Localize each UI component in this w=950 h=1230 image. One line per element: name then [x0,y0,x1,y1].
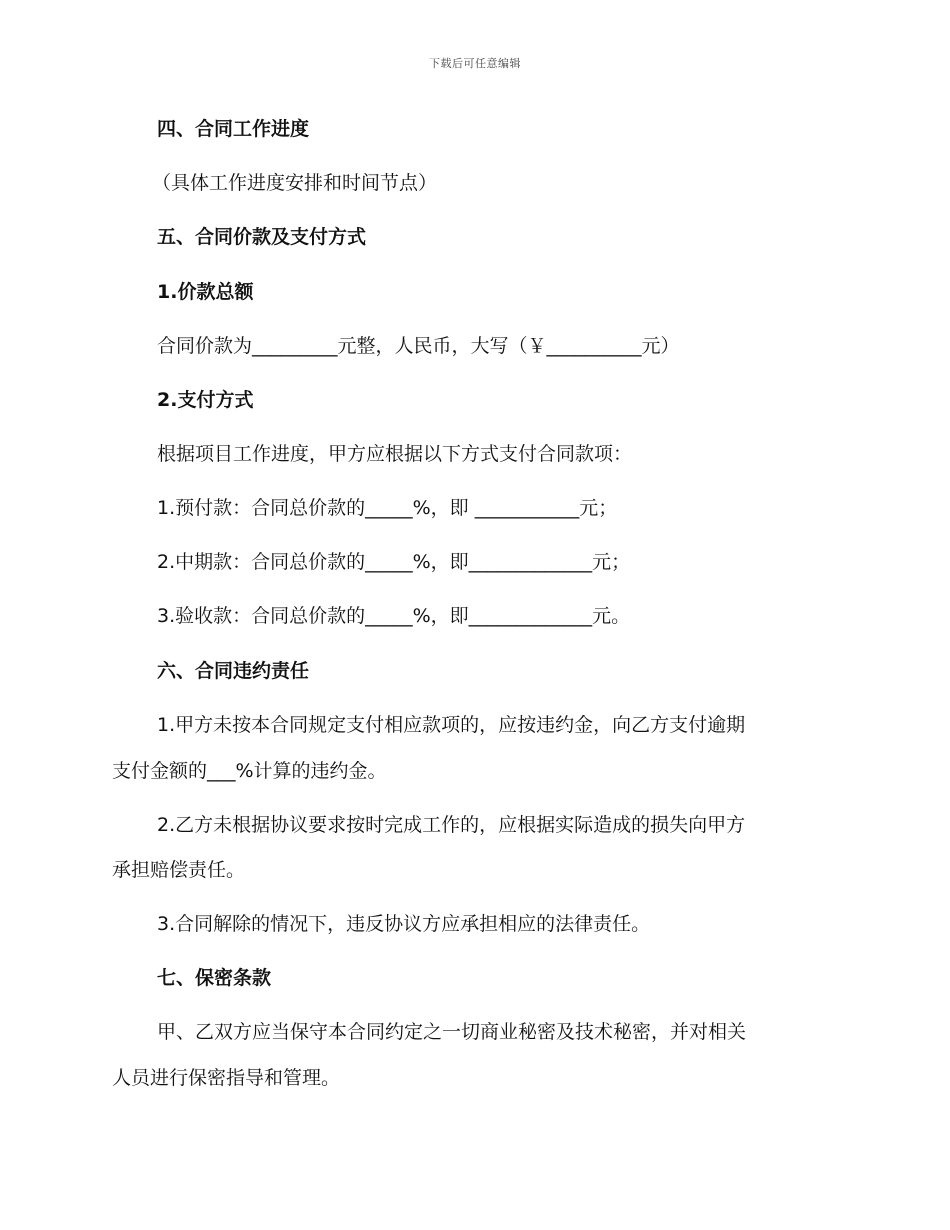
payment-intro: 根据项目工作进度，甲方应根据以下方式支付合同款项： [157,443,633,465]
payment-item-interim: 2.中期款：合同总价款的_____%，即_____________元； [157,551,631,573]
section-5-subtitle-total: 1.价款总额 [157,281,254,303]
confidentiality-line-2: 人员进行保密指导和管理。 [112,1067,341,1089]
section-5-subtitle-payment: 2.支付方式 [157,389,254,411]
breach-clause-2-line-1: 2.乙方未根据协议要求按时完成工作的，应根据实际造成的损失向甲方 [157,814,746,836]
section-5-title: 五、合同价款及支付方式 [157,226,367,248]
breach-clause-2-line-2: 承担赔偿责任。 [112,859,246,881]
section-4-note: （具体工作进度安排和时间节点） [152,172,438,194]
section-4-title: 四、合同工作进度 [157,118,310,140]
confidentiality-line-1: 甲、乙双方应当保守本合同约定之一切商业秘密及技术秘密，并对相关 [157,1021,747,1043]
payment-item-acceptance: 3.验收款：合同总价款的_____%，即_____________元。 [157,605,631,627]
contract-price-line: 合同价款为_________元整，人民币，大写（￥__________元） [157,335,680,357]
section-7-title: 七、保密条款 [157,967,272,989]
breach-clause-3: 3.合同解除的情况下，违反协议方应承担相应的法律责任。 [157,913,651,935]
section-6-title: 六、合同违约责任 [157,660,310,682]
page-header-note: 下载后可任意编辑 [429,57,521,70]
breach-clause-1-line-1: 1.甲方未按本合同规定支付相应款项的，应按违约金，向乙方支付逾期 [157,714,746,736]
breach-clause-1-line-2: 支付金额的___%计算的违约金。 [112,760,387,782]
payment-item-advance: 1.预付款：合同总价款的_____%，即 ___________元； [157,497,618,519]
